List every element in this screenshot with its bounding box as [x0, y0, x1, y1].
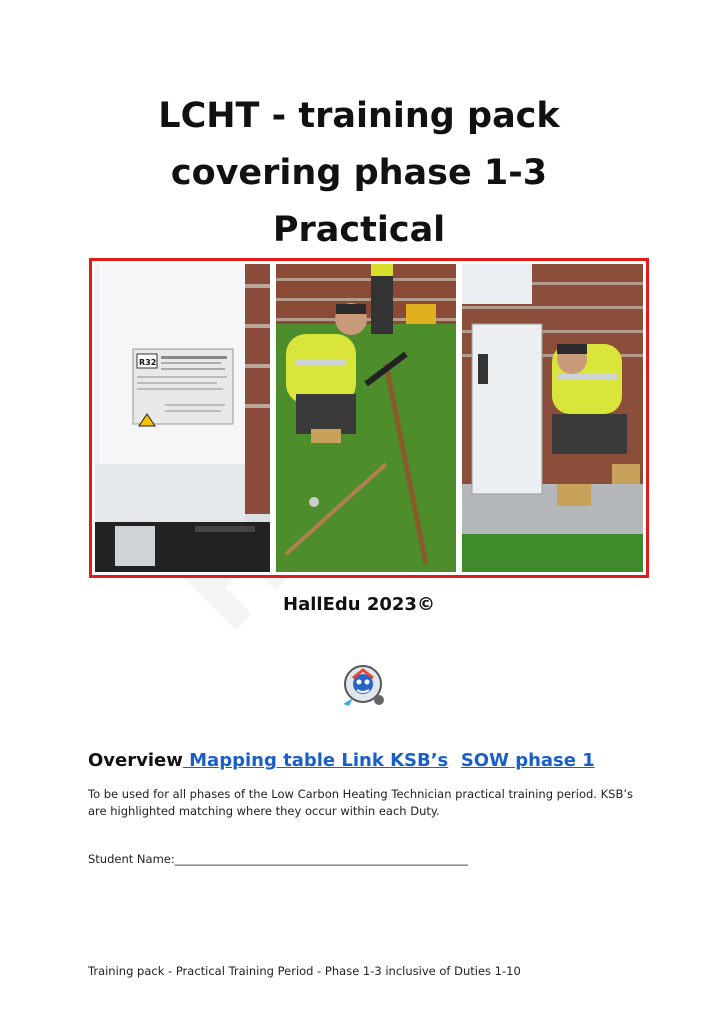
photo-technician-lawn [276, 264, 455, 572]
overview-label: Overview [88, 750, 183, 771]
page-title [0, 88, 718, 259]
sow-phase-1-link[interactable]: SOW phase 1 [460, 750, 595, 771]
title-line-2: covering phase 1-3 [170, 153, 548, 193]
photo-heat-pump-label [95, 264, 270, 572]
description-text: To be used for all phases of the Low Carbon Heating Technician practical training period. KSB’s are highlighted matching where they occur within each Duty. [88, 787, 633, 818]
student-name-field: Student Name:___________________________________________________ [88, 852, 468, 866]
svg-text:R32: R32 [139, 358, 157, 367]
halledu-logo-icon [339, 660, 387, 708]
brand-copyright: HallEdu 2023© [283, 594, 435, 615]
photo-collage [89, 258, 649, 578]
photo-technician-install [462, 264, 643, 572]
title-line-1: LCHT - training pack [158, 96, 560, 136]
title-line-3: Practical [272, 210, 446, 250]
mapping-table-link[interactable]: Mapping table Link KSB’s [182, 750, 449, 771]
overview-heading [88, 750, 595, 771]
page-footer: Training pack - Practical Training Period - Phase 1-3 inclusive of Duties 1-10 [88, 964, 521, 978]
